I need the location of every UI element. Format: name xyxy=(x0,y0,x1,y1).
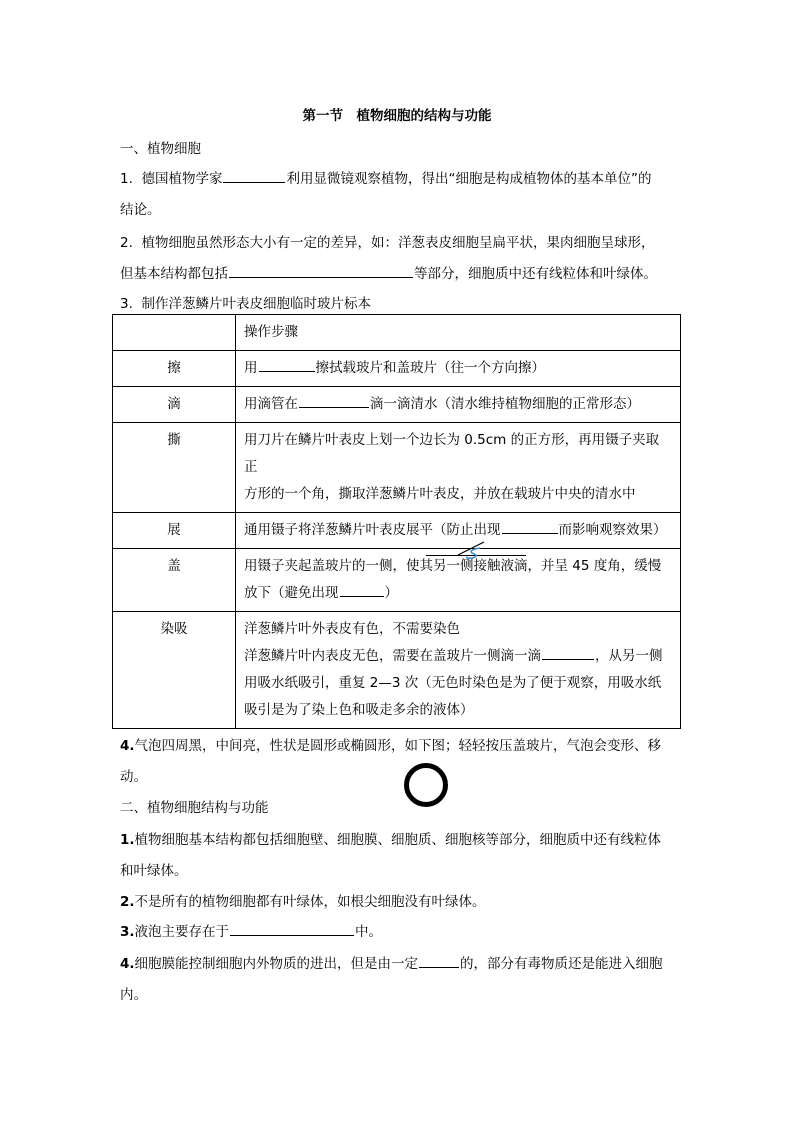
section2-p1-line1 xyxy=(120,828,661,848)
blank-scientist[interactable] xyxy=(223,168,285,183)
item2-text-pre: 但基本结构都包括 xyxy=(120,266,228,282)
section2-p4-line2: 内。 xyxy=(120,987,147,1003)
step-text-post: ，从另一侧 xyxy=(595,648,663,664)
blank-basic-structure[interactable] xyxy=(229,263,413,278)
item1-line1 xyxy=(120,167,651,187)
table-row xyxy=(113,423,681,513)
step-text-line2: 方形的一个角，撕取洋葱鳞片叶表皮，并放在载玻片中央的清水中 xyxy=(244,486,636,502)
step-text-pre: 用 xyxy=(244,360,258,376)
section2-p2-text: 不是所有的植物细胞都有叶绿体，如根尖细胞没有叶绿体。 xyxy=(134,894,486,910)
air-bubble-icon xyxy=(404,763,448,807)
step-key: 撕 xyxy=(113,423,236,513)
item4-line2: 动。 xyxy=(120,769,147,785)
section2-p3-number: 3. xyxy=(120,924,135,940)
coverslip-angle-sketch-icon xyxy=(424,540,528,560)
table-row xyxy=(113,387,681,423)
step-text-line1: 洋葱鳞片叶外表皮有色，不需要染色 xyxy=(244,621,460,637)
step-text-post: 滴一滴清水（清水维持植物细胞的正常形态） xyxy=(370,396,640,412)
step-text-line2 xyxy=(244,580,672,607)
item3-number: 3. xyxy=(120,296,133,312)
step-key: 擦 xyxy=(113,351,236,387)
table-row xyxy=(113,513,681,549)
blank-stain-reagent[interactable] xyxy=(542,645,594,660)
item2-line2 xyxy=(120,262,657,282)
item1-line2: 结论。 xyxy=(120,202,161,218)
item1-text-pre: 德国植物学家 xyxy=(141,171,223,187)
section2-p1-number: 1. xyxy=(120,832,135,848)
table-header-label: 操作步骤 xyxy=(236,315,681,351)
section2-p4-number: 4. xyxy=(120,956,135,972)
step-text-line2 xyxy=(244,643,672,670)
page-title: 第一节 植物细胞的结构与功能 xyxy=(302,108,492,124)
table-row xyxy=(113,351,681,387)
item2-number: 2. xyxy=(120,235,133,251)
table-row xyxy=(113,612,681,729)
step-text-line1: 用刀片在鳞片叶表皮上划一个边长为 0.5cm 的正方形，再用镊子夹取正 xyxy=(244,432,660,475)
section2-p1-text: 植物细胞基本结构都包括细胞壁、细胞膜、细胞质、细胞核等部分，细胞质中还有线粒体 xyxy=(134,832,662,848)
blank-drop-location[interactable] xyxy=(299,393,369,408)
item2-text: 植物细胞虽然形态大小有一定的差异，如：洋葱表皮细胞呈扁平状，果肉细胞呈球形， xyxy=(141,235,655,251)
section2-p3-text-pre: 液泡主要存在于 xyxy=(134,924,230,940)
step-key: 染吸 xyxy=(113,612,236,729)
step-key: 展 xyxy=(113,513,236,549)
section2-p4-line1 xyxy=(120,952,663,972)
step-text-pre: 洋葱鳞片叶内表皮无色，需要在盖玻片一侧滴一滴 xyxy=(244,648,541,664)
step-text-pre: 放下（避免出现 xyxy=(244,585,339,601)
item2-line1 xyxy=(120,231,654,251)
step-text-post: 而影响观察效果） xyxy=(558,522,667,538)
section2-p2-number: 2. xyxy=(120,894,135,910)
section2-heading: 二、植物细胞结构与功能 xyxy=(120,800,269,816)
item2-text-post: 等部分，细胞质中还有线粒体和叶绿体。 xyxy=(414,266,657,282)
step-text-post: ） xyxy=(384,585,398,601)
item4-text: 气泡四周黑，中间亮，性状是圆形或椭圆形，如下图；轻轻按压盖玻片，气泡会变形、移 xyxy=(134,738,662,754)
step-text-post: 擦拭载玻片和盖玻片（往一个方向擦） xyxy=(315,360,545,376)
section2-p3-text-post: 中。 xyxy=(355,924,383,940)
step-content xyxy=(236,387,681,423)
section2-p3-line xyxy=(120,920,382,940)
step-content xyxy=(236,423,681,513)
table-row xyxy=(113,549,681,612)
step-text-pre: 通用镊子将洋葱鳞片叶表皮展平（防止出现 xyxy=(244,522,501,538)
step-text-line3: 用吸水纸吸引，重复 2—3 次（无色时染色是为了便于观察，用吸水纸 xyxy=(244,675,662,691)
section2-p2-line xyxy=(120,890,486,910)
step-text-pre: 用滴管在 xyxy=(244,396,298,412)
step-text-line4: 吸引是为了染上色和吸走多余的液体） xyxy=(244,702,474,718)
table-header-row xyxy=(113,315,681,351)
blank-vacuole-location[interactable] xyxy=(230,921,354,936)
blank-spread-problem[interactable] xyxy=(502,519,558,534)
item3-text: 制作洋葱鳞片叶表皮细胞临时玻片标本 xyxy=(141,296,371,312)
item1-number: 1. xyxy=(120,171,133,187)
procedure-table xyxy=(112,314,681,729)
blank-membrane-property[interactable] xyxy=(419,953,459,968)
section2-p4-text-post: 的，部分有毒物质还是能进入细胞 xyxy=(460,956,663,972)
item1-text-post: 利用显微镜观察植物，得出“细胞是构成植物体的基本单位”的 xyxy=(286,171,652,187)
step-content xyxy=(236,351,681,387)
step-key: 盖 xyxy=(113,549,236,612)
table-header-empty xyxy=(113,315,236,351)
blank-cover-problem[interactable] xyxy=(340,582,384,597)
step-content xyxy=(236,612,681,729)
section1-heading: 一、植物细胞 xyxy=(120,141,201,157)
blank-wipe-material[interactable] xyxy=(259,357,315,372)
step-text-line1: 用镊子夹起盖玻片的一侧，使其另一侧接触液滴，并呈 45 度角，缓慢 xyxy=(244,558,662,574)
step-key: 滴 xyxy=(113,387,236,423)
item4-line1 xyxy=(120,734,661,754)
item3-line xyxy=(120,292,371,312)
section2-p1-line2: 和叶绿体。 xyxy=(120,863,188,879)
section2-p4-text-pre: 细胞膜能控制细胞内外物质的进出，但是由一定 xyxy=(134,956,419,972)
item4-number: 4. xyxy=(120,738,135,754)
